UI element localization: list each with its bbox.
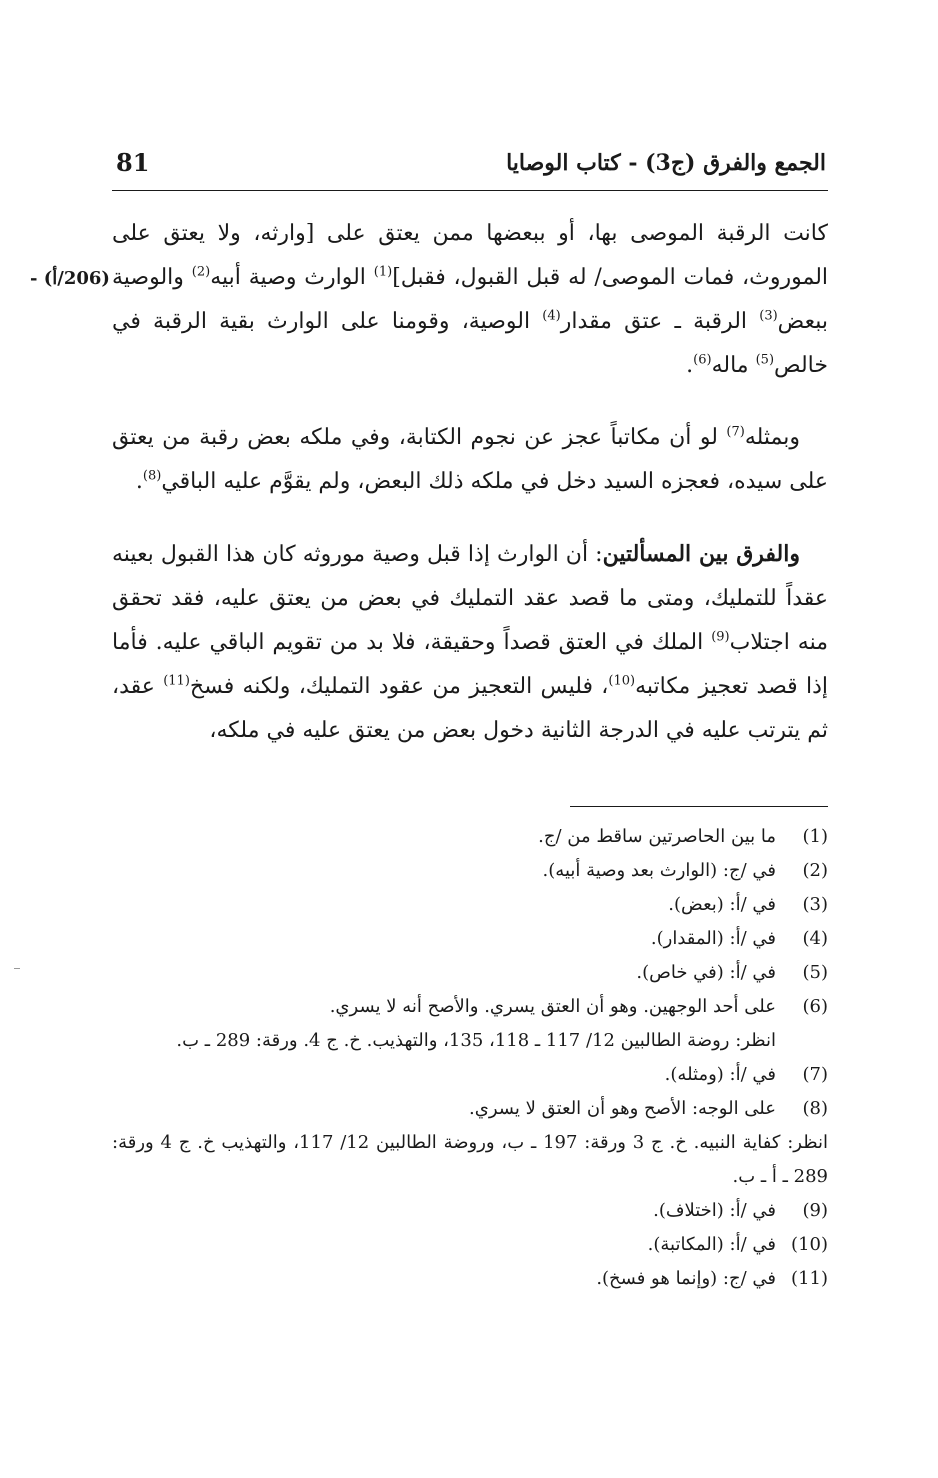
footnotes bbox=[112, 820, 828, 1296]
footnote-text: في /ج: (الوارث بعد وصية أبيه). bbox=[542, 860, 776, 881]
footnote-ref-4: (4) bbox=[542, 308, 561, 324]
footnote-text: في /أ: (اختلاف). bbox=[653, 1200, 776, 1221]
footnote-text: في /أ: (المكاتبة). bbox=[647, 1234, 776, 1255]
footnote-1 bbox=[112, 820, 828, 854]
paragraph-1 bbox=[112, 212, 828, 388]
footnote-9 bbox=[112, 1194, 828, 1228]
section-lead: والفرق بين المسألتين bbox=[602, 541, 800, 567]
paragraph-3 bbox=[112, 532, 828, 753]
footnote-text: على أحد الوجهين. وهو أن العتق يسري. والأصح أنه لا يسري. bbox=[329, 996, 776, 1017]
text-span: الوصية، وقومنا على الوارث بقية الرقبة في خالص bbox=[112, 309, 828, 378]
footnote-10 bbox=[112, 1228, 828, 1262]
text-span: وبمثله bbox=[744, 425, 800, 450]
footnote-text: على الوجه: الأصح وهو أن العتق لا يسري. bbox=[469, 1098, 776, 1119]
footnote-ref-10: (10) bbox=[608, 673, 636, 689]
footnote-number: (8) bbox=[802, 1098, 828, 1119]
text-span: الملك في العتق قصداً وحقيقة، فلا بد من تقويم الباقي عليه. فأما إذا قصد تعجيز مكاتبه bbox=[112, 630, 828, 699]
footnote-text: في /أ: (المقدار). bbox=[650, 928, 776, 949]
footnote-8-reference: انظر: كفاية النبيه. خ. ج 3 ورقة: 197 ـ ب، وروضة الطالبين 12/ 117، والتهذيب خ. ج 4 ورقة: 289 ـ أ ـ ب. bbox=[112, 1132, 828, 1187]
folio-margin-note: (206/أ) - bbox=[30, 268, 110, 289]
header-rule bbox=[112, 190, 828, 191]
text-span: الرقبة ـ عتق مقدار bbox=[560, 309, 760, 334]
text-span: كانت الرقبة الموصى بها، أو ببعضها ممن يعتق على [وارثه، ولا يعتق على الموروث، فمات الموصى/ له قبل القبول، فقبل] bbox=[112, 221, 829, 290]
text-span: عقد، ثم يترتب عليه في الدرجة الثانية دخول بعض من يعتق عليه في ملكه، bbox=[112, 674, 828, 743]
footnote-text: في /أ: (ومثله). bbox=[664, 1064, 776, 1085]
page-number: 81 bbox=[116, 148, 150, 177]
footnote-ref-5: (5) bbox=[755, 352, 775, 368]
footnote-number: (3) bbox=[802, 894, 828, 915]
footnote-ref-8: (8) bbox=[142, 468, 162, 484]
footnote-number: (4) bbox=[802, 928, 828, 949]
footnote-ref-7: (7) bbox=[726, 424, 745, 440]
footnote-text: في /أ: (بعض). bbox=[668, 894, 776, 915]
footnote-number: (5) bbox=[802, 962, 828, 983]
footnote-8 bbox=[112, 1092, 828, 1126]
footnote-number: (6) bbox=[802, 996, 828, 1017]
footnote-separator bbox=[570, 806, 828, 807]
footnote-ref-1: (1) bbox=[373, 264, 393, 280]
footnote-ref-2: (2) bbox=[191, 264, 211, 280]
footnote-6 bbox=[112, 990, 828, 1024]
running-title: الجمع والفرق (ج3) - كتاب الوصايا bbox=[506, 150, 826, 176]
footnote-number: (9) bbox=[802, 1200, 828, 1221]
footnote-3 bbox=[112, 888, 828, 922]
text-span: : أن الوارث إذا قبل وصية موروثه كان هذا القبول بعينه عقداً للتمليك، ومتى ما قصد عقد التمليك في بعض من يعتق عليه، فقد تحقق منه اجتلاب bbox=[112, 542, 828, 655]
footnote-6-reference: انظر: روضة الطالبين 12/ 117 ـ 118، 135، والتهذيب. خ. ج 4. ورقة: 289 ـ ب. bbox=[176, 1030, 776, 1051]
main-text bbox=[112, 212, 828, 781]
text-span: لو أن مكاتباً عجز عن نجوم الكتابة، وفي ملكه بعض رقبة من يعتق على سيده، فعجزه السيد دخل في ملكه ذلك البعض، ولم يقوَّم عليه الباقي bbox=[112, 425, 828, 494]
footnote-text: ما بين الحاصرتين ساقط من /ج. bbox=[538, 826, 776, 847]
text-span: ، فليس التعجيز من عقود التمليك، ولكنه فسخ bbox=[189, 674, 609, 699]
text-span: والوصية ببعض bbox=[112, 265, 828, 334]
footnote-5 bbox=[112, 956, 828, 990]
scan-speck bbox=[14, 968, 20, 969]
footnote-7 bbox=[112, 1058, 828, 1092]
footnote-ref-9: (9) bbox=[711, 629, 730, 645]
footnote-number: (1) bbox=[802, 826, 828, 847]
paragraph-2 bbox=[112, 416, 828, 504]
text-span: ماله bbox=[711, 353, 756, 378]
footnote-text: في /أ: (في خاص). bbox=[636, 962, 776, 983]
footnote-number: (11) bbox=[791, 1268, 828, 1289]
footnote-ref-3: (3) bbox=[759, 308, 778, 324]
footnote-11 bbox=[112, 1262, 828, 1296]
footnote-number: (10) bbox=[791, 1234, 828, 1255]
footnote-number: (2) bbox=[802, 860, 828, 881]
text-span: . bbox=[135, 469, 143, 494]
footnote-number: (7) bbox=[802, 1064, 828, 1085]
text-span: . bbox=[686, 353, 694, 378]
footnote-4 bbox=[112, 922, 828, 956]
footnote-ref-11: (11) bbox=[163, 673, 190, 689]
footnote-text: في /ج: (وإنما هو فسخ). bbox=[596, 1268, 776, 1289]
text-span: الوارث وصية أبيه bbox=[210, 265, 374, 290]
footnote-ref-6: (6) bbox=[693, 352, 712, 368]
footnote-2 bbox=[112, 854, 828, 888]
